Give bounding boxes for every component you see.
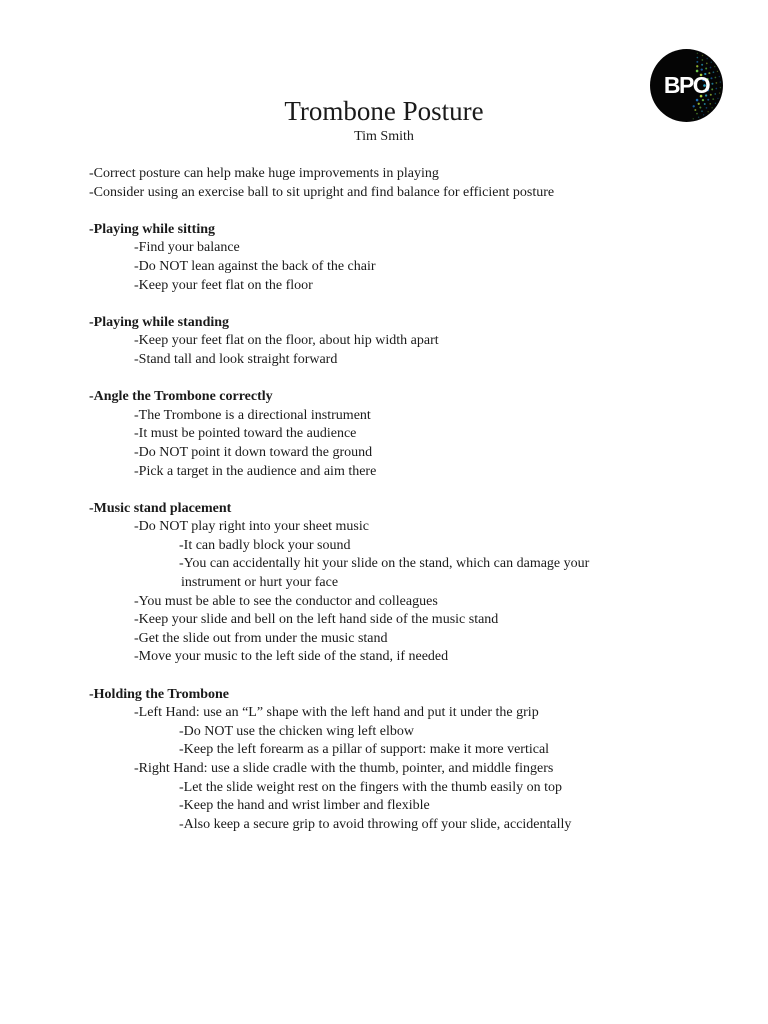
section-heading: -Playing while sitting <box>89 221 216 237</box>
list-item: -Right Hand: use a slide cradle with the thumb, pointer, and middle fingers <box>134 761 554 776</box>
sub-list-item: -Let the slide weight rest on the fingers with the thumb easily on top <box>179 779 562 795</box>
sub-list-item: -Keep the hand and wrist limber and flexible <box>179 798 430 814</box>
intro-line: -Correct posture can help make huge improvements in playing <box>89 166 439 181</box>
section-heading: -Music stand placement <box>89 500 232 516</box>
sub-list-item: -Keep the left forearm as a pillar of support: make it more vertical <box>179 742 550 758</box>
list-item: -Find your balance <box>134 240 240 256</box>
document-author: Tim Smith <box>354 129 414 144</box>
list-item: -Keep your slide and bell on the left hand side of the music stand <box>134 612 499 628</box>
intro-line: -Consider using an exercise ball to sit upright and find balance for efficient posture <box>89 184 555 200</box>
sub-list-item-continuation: instrument or hurt your face <box>181 575 339 591</box>
list-item: -Keep your feet flat on the floor, about hip width apart <box>134 333 439 349</box>
spacer <box>89 481 709 500</box>
section-heading: -Holding the Trombone <box>89 686 230 702</box>
sub-list-item: -Also keep a secure grip to avoid throwing off your slide, accidentally <box>179 816 572 832</box>
list-item: -Do NOT lean against the back of the chair <box>134 258 376 274</box>
list-item: -Get the slide out from under the music stand <box>134 630 388 646</box>
spacer <box>89 667 709 686</box>
sub-list-item: -It can badly block your sound <box>179 537 351 553</box>
list-item: -You must be able to see the conductor and colleagues <box>134 593 438 609</box>
list-item: -Left Hand: use an “L” shape with the left hand and put it under the grip <box>134 705 539 721</box>
spacer <box>89 202 709 221</box>
sub-list-item: -Do NOT use the chicken wing left elbow <box>179 723 414 739</box>
spacer <box>89 370 709 389</box>
list-item: -Do NOT play right into your sheet music <box>134 519 369 535</box>
list-item: -Keep your feet flat on the floor <box>134 277 313 293</box>
list-item: -The Trombone is a directional instrument <box>134 407 371 423</box>
list-item: -Do NOT point it down toward the ground <box>134 444 373 460</box>
section-heading: -Angle the Trombone correctly <box>89 389 273 405</box>
list-item: -Move your music to the left side of the stand, if needed <box>134 649 449 665</box>
spacer <box>89 295 709 314</box>
list-item: -Stand tall and look straight forward <box>134 351 338 367</box>
logo-text: BPO <box>663 72 710 98</box>
list-item: -Pick a target in the audience and aim there <box>134 463 377 479</box>
section-heading: -Playing while standing <box>89 314 230 330</box>
document-title: Trombone Posture <box>284 96 484 126</box>
list-item: -It must be pointed toward the audience <box>134 426 357 442</box>
sub-list-item: -You can accidentally hit your slide on the stand, which can damage your <box>179 556 590 572</box>
document-body <box>89 165 709 834</box>
